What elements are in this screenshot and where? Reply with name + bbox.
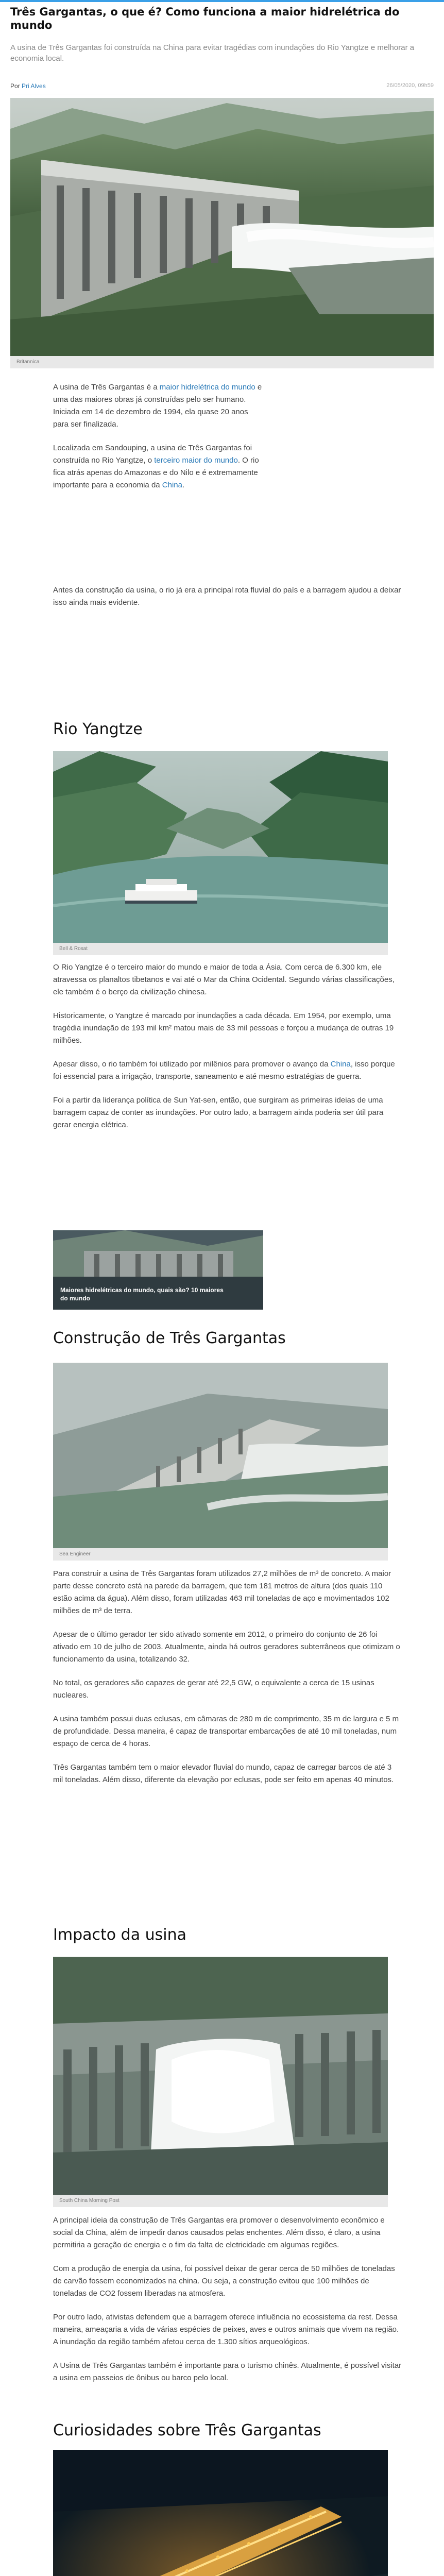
yangtze-paragraph: Apesar disso, o rio também foi utilizado por milênios para promover o avanço da China, isso porque foi essencial para a irrigação, transporte, saneamento e até mesmo estratégias de guerra. [53,1060,395,1081]
intro-paragraph: Antes da construção da usina, o rio já era a principal rota fluvial do país e a barragem ajudou a deixar isso ainda mais evidente. [53,586,401,607]
yangtze-river-image [53,751,388,943]
publish-date: 26/05/2020, 09h59 [386,82,434,89]
intro-paragraph: Localizada em Sandouping, a usina de Três Gargantas foi construída no Rio Yangtze, o terceiro maior do mundo. O rio fica atrás apenas do Amazonas e do Nilo e é extremamente importante para a economia da China. [53,444,259,489]
article-subtitle: A usina de Três Gargantas foi construída na China para evitar tragédias com inundações do Rio Yangtze e melhorar a economia local. [10,43,415,63]
link-china[interactable]: China [162,481,182,489]
night-dam-image [53,2450,388,2576]
construcao-paragraph: Três Gargantas também tem o maior elevador fluvial do mundo, capaz de carregar barcos de até 3 mil toneladas. Além disso, diferente da elevação por eclusas, pode ser feito em apenas 40 minutos. [53,1763,394,1784]
construcao-text [53,1568,403,1798]
section-heading-construcao: Construção de Três Gargantas [53,1329,286,1347]
section-heading-curiosidades: Curiosidades sobre Três Gargantas [53,2421,321,2439]
intro-paragraph: A usina de Três Gargantas é a maior hidrelétrica do mundo e uma das maiores obras já construídas pelo ser humano. Iniciada em 14 de dezembro de 1994, ela quase 20 anos para ser finalizada. [53,383,262,429]
impact-caption: South China Morning Post [53,2195,388,2207]
yangtze-paragraph: Historicamente, o Yangtze é marcado por inundações a cada década. Em 1954, por exemplo, uma tragédia inundação de 193 mil km² matou mais de 33 mil pessoas e forçou a mudança de outras 19 milhões. [53,1011,394,1045]
related-article-title: Maiores hidrelétricas do mundo, quais são? 10 maiores do mundo [60,1286,224,1302]
author-link[interactable]: Pri Alves [22,82,46,90]
link-maior-hidreletrica[interactable]: maior hidrelétrica do mundo [159,383,255,392]
construction-caption: Sea Engineer [53,1548,388,1561]
impacto-paragraph: Com a produção de energia da usina, foi possível deixar de gerar cerca de 50 milhões de toneladas de carvão fossem economizados na china. Ou seja, a construção evitou que 100 milhões de toneladas de CO2 fossem liberadas na atmosfera. [53,2264,395,2298]
impacto-paragraph: Por outro lado, ativistas defendem que a barragem oferece influência no ecossistema da rest. Dessa maneira, ameaçaria a vida de várias espécies de peixes, aves e outros animais que vivem na região. A inundação da região também afetou cerca de 1.300 sítios arqueológicos. [53,2313,399,2346]
byline-prefix: Por [10,82,20,90]
impacto-text [53,2214,403,2396]
yangtze-paragraph: Foi a partir da liderança política de Sun Yat-sen, então, que surgiram as primeiras ideias de uma barragem capaz de conter as inundações. Por outro lado, a barragem ainda poderia ser útil para gerar energia elétrica. [53,1096,384,1129]
top-accent-bar [0,0,444,2]
section-heading-impacto: Impacto da usina [53,1926,186,1944]
yangtze-paragraph: O Rio Yangtze é o terceiro maior do mundo e maior de toda a Ásia. Com cerca de 6.300 km, ele atravessa os planaltos tibetanos e vai até o Mar da China Ocidental. Segundo várias classificações, ele também é o berço da civilização chinesa. [53,963,395,996]
impacto-paragraph: A Usina de Três Gargantas também é importante para o turismo chinês. Atualmente, é possível visitar a usina em passeios de ônibus ou barco pelo local. [53,2361,402,2382]
related-article-card[interactable] [53,1230,263,1310]
yangtze-caption: Bell & Rosat [53,943,388,955]
hero-caption: Britannica [10,356,434,368]
link-china-2[interactable]: China [330,1060,351,1069]
construcao-paragraph: Para construir a usina de Três Gargantas foram utilizados 27,2 milhões de m³ de concreto. A maior parte desse concreto está na parede da barragem, que tem 181 metros de altura (dos quais 110 estão acima da água). Além disso, foram utilizadas 463 mil toneladas de aço e movimentados 102 milhões de m³ de terra. [53,1569,391,1615]
construction-image [53,1363,388,1548]
byline [10,82,46,90]
hero-dam-image [10,98,434,356]
link-terceiro-maior[interactable]: terceiro maior do mundo [154,456,238,465]
yangtze-text [53,961,403,1143]
construcao-paragraph: Apesar de o último gerador ter sido ativado somente em 2012, o primeiro do conjunto de 26 foi ativado em 10 de julho de 2003. Atualmente, ainda há outros geradores subterrâneos que otimizam o funcionamento da usina, totalizando 32. [53,1630,400,1664]
article-title: Três Gargantas, o que é? Como funciona a maior hidrelétrica do mundo [10,6,400,31]
impacto-paragraph: A principal ideia da construção de Três Gargantas era promover o desenvolvimento econômico e social da China, além de impedir danos causados pelas enchentes. Além disso, é claro, a usina permitiria a geração de energia e o fim da falta de eletricidade em algumas regiões. [53,2216,385,2249]
construcao-paragraph: A usina também possui duas eclusas, em câmaras de 280 m de comprimento, 35 m de largura e 5 m de profundidade. Dessa maneira, é capaz de transportar embarcações de até 10 mil toneladas, num espaço de cerca de 4 horas. [53,1715,399,1748]
intro-text-wide [53,584,403,620]
intro-text [53,381,264,503]
section-heading-yangtze: Rio Yangtze [53,720,143,738]
construcao-paragraph: No total, os geradores são capazes de gerar até 22,5 GW, o equivalente a cerca de 15 usinas nucleares. [53,1679,374,1700]
impact-image [53,1957,388,2195]
